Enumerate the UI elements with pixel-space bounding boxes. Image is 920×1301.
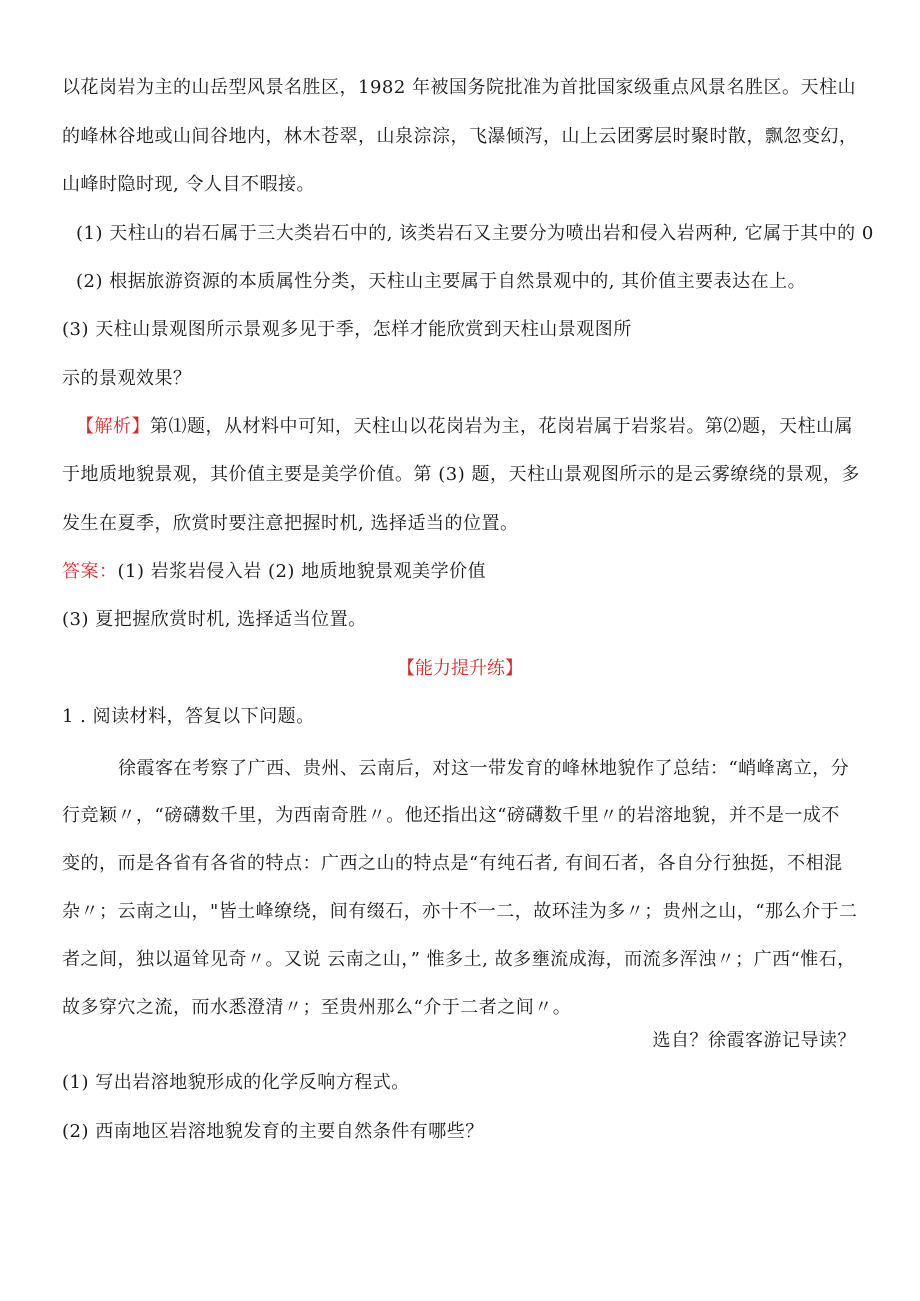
question-3-line-2: 示的景观效果？ bbox=[62, 368, 192, 389]
answer-line-1 bbox=[62, 559, 486, 585]
material-line-2: 行竞颖〃，“磅礴数千里，为西南奇胜〃。他还指出这“磅礴数千里〃的岩溶地貌，并不是一成不 bbox=[62, 805, 840, 826]
material-line-6: 故多穿穴之流，而水悉澄清〃；至贵州那么“介于二者之间〃。 bbox=[62, 997, 572, 1018]
answer-label: 答案： bbox=[62, 561, 118, 582]
paragraph-line-2: 的峰林谷地或山间谷地内，林木苍翠，山泉淙淙，飞瀑倾泻，山上云团雾层时聚时散，飘忽变幻， bbox=[62, 126, 858, 147]
question-3-line-1: (3) 天柱山景观图所示景观多见于季，怎样才能欣赏到天柱山景观图所 bbox=[62, 319, 632, 340]
paragraph-line-3: 山峰时隐时现, 令人目不暇接。 bbox=[62, 174, 315, 195]
answer-text-1: (1) 岩浆岩侵入岩 (2) 地质地貌景观美学价值 bbox=[117, 561, 487, 582]
paragraph-line-1: 以花岗岩为主的山岳型风景名胜区，1982 年被国务院批准为首批国家级重点风景名胜区。天柱山 bbox=[62, 77, 857, 98]
analysis-label: 【解析】 bbox=[76, 416, 150, 437]
analysis-line-3: 发生在夏季，欣赏时要注意把握时机, 选择适当的位置。 bbox=[62, 513, 519, 534]
analysis-line-2: 于地质地貌景观，其价值主要是美学价值。第 (3) 题，天柱山景观图所示的是云雾缭绕的景观，多 bbox=[62, 464, 860, 485]
material-line-3: 变的，而是各省有各省的特点：广西之山的特点是“有纯石者, 有间石者，各自分行独挺，不相混 bbox=[62, 853, 843, 874]
exercise-question-1: (1) 写出岩溶地貌形成的化学反响方程式。 bbox=[62, 1072, 410, 1093]
exercise-intro: 1 . 阅读材料，答复以下问题。 bbox=[62, 706, 315, 727]
question-2: (2) 根据旅游资源的本质属性分类，天柱山主要属于自然景观中的, 其价值主要表达在上。 bbox=[76, 271, 807, 292]
material-line-5: 者之间，独以逼耸见奇〃。又说 云南之山，” 惟多土, 故多壅流成海，而流多浑浊〃；广西“惟石， bbox=[62, 949, 856, 970]
question-1: (1) 天柱山的岩石属于三大类岩石中的, 该类岩石又主要分为喷出岩和侵入岩两种, 它属于其中的 0 bbox=[76, 223, 874, 244]
exercise-question-2: (2) 西南地区岩溶地貌发育的主要自然条件有哪些？ bbox=[62, 1121, 484, 1142]
analysis-text-1: 第⑴题，从材料中可知，天柱山以花岗岩为主，花岗岩属于岩浆岩。第⑵题，天柱山属 bbox=[150, 416, 853, 437]
material-line-1: 徐霞客在考察了广西、贵州、云南后，对这一带发育的峰林地貌作了总结：“峭峰离立，分 bbox=[118, 758, 850, 779]
analysis-line-1 bbox=[76, 414, 853, 440]
section-title: 【能力提升练】 bbox=[397, 658, 523, 679]
material-source: 选自？徐霞客游记导读？ bbox=[652, 1030, 856, 1051]
answer-line-2: (3) 夏把握欣赏时机, 选择适当位置。 bbox=[62, 609, 367, 630]
material-line-4: 杂〃；云南之山，"皆土峰缭绕，间有缀石，亦十不一二，故环洼为多〃；贵州之山，“那么介于二 bbox=[62, 901, 858, 922]
